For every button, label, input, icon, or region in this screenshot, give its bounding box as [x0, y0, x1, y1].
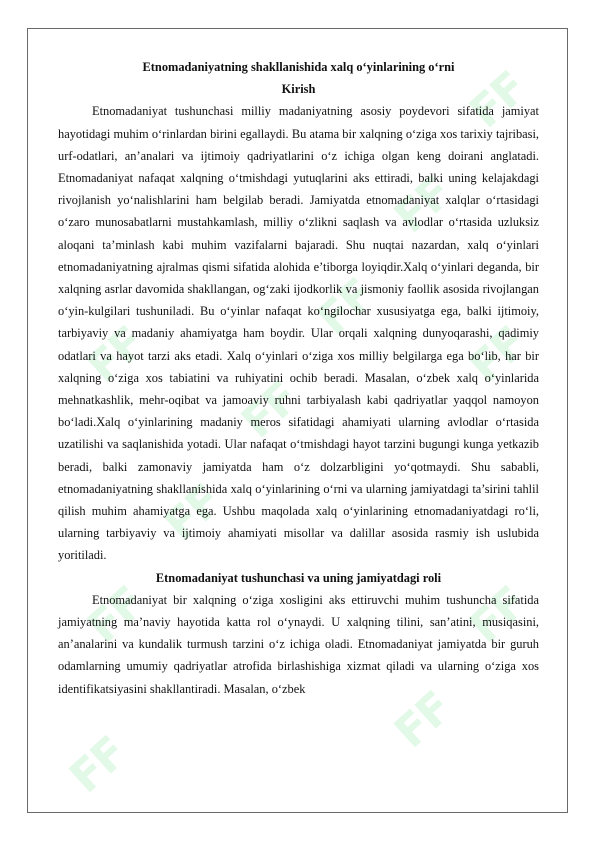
document-body: [58, 56, 539, 700]
watermark-logo: FF: [385, 682, 461, 759]
watermark-logo: FF: [460, 62, 536, 139]
watermark-logo: FF: [78, 577, 154, 654]
watermark-logo: FF: [232, 372, 308, 449]
watermark-logo: FF: [460, 317, 536, 394]
paragraph-intro: Etnomadaniyat tushunchasi milliy madaniyatning asosiy poydevori sifatida jamiyat hayotidagi muhim o‘rinlardan birini egallaydi. Bu atama bir xalqning o‘ziga xos tarixiy tajribasi, urf-odatlari, an’analari va ijtimoiy qadriyatlarini o‘z ichiga olgan keng doirani anglatadi. Etnomadaniyat nafaqat xalqning o‘tmishdagi yutuqlarini aks ettiradi, balki uning kelajakdagi rivojlanish yo‘nalishlarini ham belgilab beradi. Jamiyatda etnomadaniyat xalqlar o‘rtasidagi o‘zaro munosabatlarni mustahkamlash, milliy o‘zlikni saqlash va avlodlar o‘rtasida uzluksiz aloqani ta’minlash kabi muhim vazifalarni bajaradi. Shu nuqtai nazardan, xalq o‘yinlari etnomadaniyatning ajralmas qismi sifatida alohida e’tiborga loyiqdir.Xalq o‘yinlari deganda, bir xalqning asrlar davomida shakllangan, og‘zaki ijodkorlik va jismoniy faollik asosida rivojlangan o‘yin-kulgilari tushuniladi. Bu o‘yinlar nafaqat ko‘ngilochar xususiyatga ega, balki ijtimoiy, tarbiyaviy va madaniy ahamiyatga ham boydir. Ular orqali xalqning dunyoqarashi, qadimiy odatlari va hayot tarzi aks etadi. Xalq o‘yinlari o‘ziga xos milliy belgilarga ega bo‘lib, har bir xalqning o‘ziga xos tabiatini va ruhiyatini ochib beradi. Masalan, o‘zbek xalq o‘yinlarida mehnatkashlik, mehr-oqibat va jamoaviy ruhni tarbiyalash kabi qadriyatlar yaqqol namoyon bo‘ladi.Xalq o‘yinlarining madaniy meros sifatidagi ahamiyati ularning avlodlar o‘rtasida uzatilishi va saqlanishida yotadi. Ular nafaqat o‘tmishdagi hayot tarzini bugungi kunga yetkazib beradi, balki zamonaviy jamiyatda ham o‘z dolzarbligini yo‘qotmaydi. Shu sababli, etnomadaniyatning shakllanishida xalq o‘yinlarining o‘rni va ularning jamiyatdagi ta’sirini tahlil qilish muhim ahamiyatga ega. Ushbu maqolada xalq o‘yinlarining etnomadaniyatdagi ro‘li, ularning tarbiyaviy va ijtimoiy ahamiyati misollar va dalillar asosida rasmiy ish uslubida yoritiladi.: [58, 104, 539, 563]
watermark-logo: FF: [60, 727, 136, 804]
paragraph-ethnoculture: Etnomadaniyat bir xalqning o‘ziga xosligini aks ettiruvchi muhim tushuncha sifatida jamiyatning ma’naviy hayotida katta rol o‘ynaydi. U xalqning tilini, san’atini, musiqasini, an’analarini va kundalik turmush tarzini o‘z ichiga oladi. Etnomadaniyat jamiyatda bir guruh odamlarning umumiy qadriyatlar atrofida birlashishiga xizmat qiladi va ularning o‘ziga xos identifikatsiyasini shakllantiradi. Masalan, o‘zbek: [58, 592, 539, 696]
document-title: Etnomadaniyatning shakllanishida xalq o‘yinlarining o‘rni: [142, 60, 455, 74]
section-heading-intro: Kirish: [281, 82, 316, 97]
watermark-logo: FF: [78, 317, 154, 394]
watermark-logo: FF: [385, 167, 461, 244]
watermark-logo: FF: [155, 475, 231, 552]
watermark-logo: FF: [460, 577, 536, 654]
section-heading-ethnoculture: Etnomadaniyat tushunchasi va uning jamiyatdagi roli: [155, 570, 442, 585]
watermark-logo: FF: [308, 269, 384, 346]
